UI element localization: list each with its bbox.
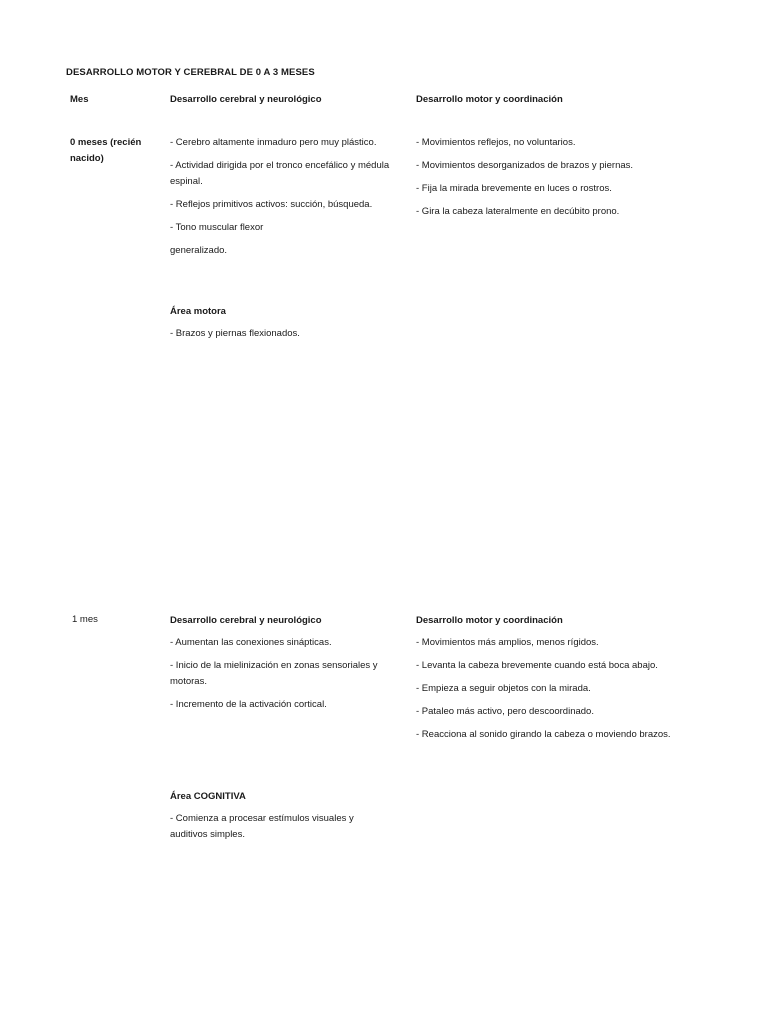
list-item: - Inicio de la mielinización en zonas sensoriales y motoras. bbox=[170, 660, 378, 687]
list-item: - Actividad dirigida por el tronco encefálico y médula espinal. bbox=[170, 160, 390, 187]
header-motor: Desarrollo motor y coordinación bbox=[416, 94, 563, 105]
list-item: - Gira la cabeza lateralmente en decúbito prono. bbox=[416, 206, 620, 217]
list-item: - Tono muscular flexor bbox=[170, 222, 264, 233]
list-item: - Movimientos desorganizados de brazos y piernas. bbox=[416, 160, 634, 171]
subheader-cerebral-1: Desarrollo cerebral y neurológico bbox=[170, 615, 322, 626]
month-cell-1: 1 mes bbox=[72, 614, 98, 625]
list-item: - Aumentan las conexiones sinápticas. bbox=[170, 637, 332, 648]
list-item: - Pataleo más activo, pero descoordinado. bbox=[416, 706, 594, 717]
header-mes: Mes bbox=[70, 94, 89, 105]
list-item: - Brazos y piernas flexionados. bbox=[170, 328, 300, 339]
list-item: - Movimientos reflejos, no voluntarios. bbox=[416, 137, 576, 148]
list-item: - Movimientos más amplios, menos rígidos. bbox=[416, 637, 599, 648]
motor-list-1 bbox=[416, 635, 736, 750]
list-item: - Reacciona al sonido girando la cabeza o moviendo brazos. bbox=[416, 729, 671, 740]
subheader-motor-1: Desarrollo motor y coordinación bbox=[416, 615, 563, 626]
list-item: - Levanta la cabeza brevemente cuando está boca abajo. bbox=[416, 660, 658, 671]
area-list-1 bbox=[170, 811, 390, 850]
list-item: - Empieza a seguir objetos con la mirada. bbox=[416, 683, 591, 694]
list-item: - Comienza a procesar estímulos visuales y auditivos simples. bbox=[170, 813, 354, 840]
cerebral-list-0 bbox=[170, 135, 406, 266]
area-label-0: Área motora bbox=[170, 306, 226, 317]
list-item: - Incremento de la activación cortical. bbox=[170, 699, 327, 710]
list-item: - Reflejos primitivos activos: succión, búsqueda. bbox=[170, 199, 373, 210]
motor-list-0 bbox=[416, 135, 716, 227]
area-list-0 bbox=[170, 326, 406, 349]
area-label-1: Área COGNITIVA bbox=[170, 791, 246, 802]
list-item: generalizado. bbox=[170, 245, 228, 256]
header-cerebral: Desarrollo cerebral y neurológico bbox=[170, 94, 322, 105]
list-item: - Fija la mirada brevemente en luces o rostros. bbox=[416, 183, 612, 194]
list-item: - Cerebro altamente inmaduro pero muy plástico. bbox=[170, 137, 377, 148]
cerebral-list-1 bbox=[170, 635, 406, 720]
month-cell-0: 0 meses (recién nacido) bbox=[70, 137, 142, 164]
page-title: DESARROLLO MOTOR Y CEREBRAL DE 0 A 3 MESES bbox=[66, 67, 315, 78]
